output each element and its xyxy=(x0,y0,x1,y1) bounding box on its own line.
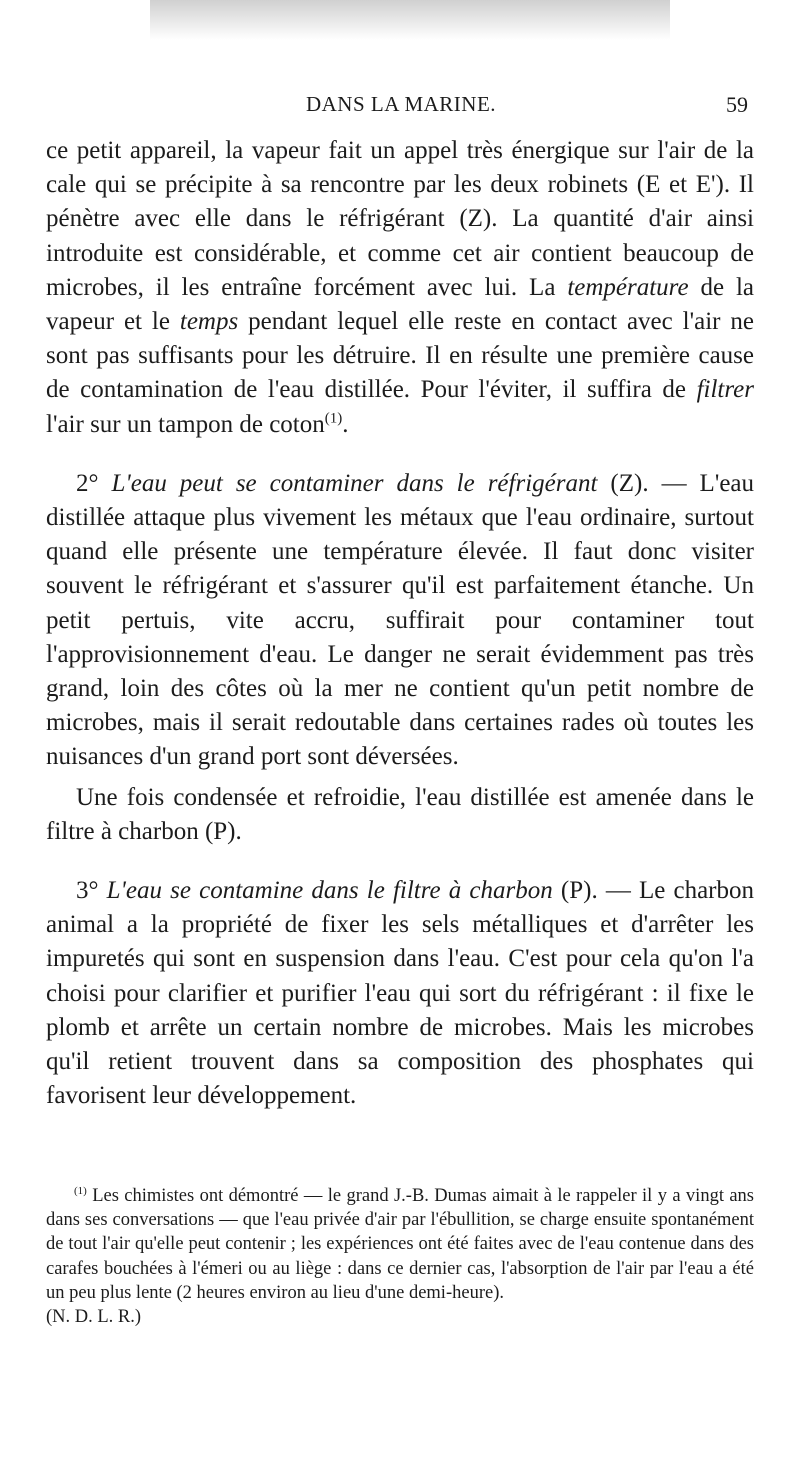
paragraph-1-text-d: l'air sur un tampon de coton xyxy=(46,410,325,438)
paragraph-4 xyxy=(46,874,754,1113)
page-number: 59 xyxy=(726,92,748,117)
footnote-1 xyxy=(46,1184,754,1305)
footnote-reference[interactable]: (1) xyxy=(324,410,343,427)
paragraph-1-text-c: pendant lequel elle reste en contact avec l'air ne sont pas suffisants pour les détruire. Il en résulte une première cause de contamination de l'eau distillée. Pour l'éviter, il suffira de xyxy=(46,308,754,404)
paragraph-3 xyxy=(46,781,754,849)
scan-edge-shadow xyxy=(150,0,670,40)
section-heading-filtre: L'eau se contamine dans le filtre à charbon xyxy=(106,877,553,905)
section-number-2: 2° xyxy=(76,469,99,497)
paragraph-1-text-b: de la vapeur et le xyxy=(46,273,754,336)
footnote-area xyxy=(46,1184,754,1329)
paragraph-2-text: (Z). — L'eau distillée attaque plus vivement les métaux que l'eau ordinaire, surtout quand elle présente une température élevée. Il faut donc visiter souvent le réfrigérant et s'assurer qu'il est parfaitement étanche. Un petit pertuis, vite accru, suffirait pour contaminer tout l'approvisionnement d'eau. Le danger ne serait évidemment pas très grand, loin des côtes où la mer ne contient qu'un petit nombre de microbes, mais il serait redoutable dans certaines rades où toutes les nuisances d'un grand port sont déversées. xyxy=(46,469,755,771)
paragraph-1-text-a: ce petit appareil, la vapeur fait un appel très énergique sur l'air de la cale qui se précipite à sa rencontre par les deux robinets (E et E'). Il pénètre avec elle dans le réfrigérant (Z). La quantité d'air ainsi introduite est considérable, et comme cet air contient beaucoup de microbes, il les entraîne forcément avec lui. La xyxy=(46,137,754,301)
footnote-mark: (1) xyxy=(74,1184,87,1197)
emphasis-temps: temps xyxy=(179,308,239,336)
paragraph-2 xyxy=(46,467,754,775)
main-text xyxy=(46,134,754,1113)
paragraph-4-text: (P). — Le charbon animal a la propriété de fixer les sels métalliques et d'arrêter les impuretés qui sont en suspension dans l'eau. C'est pour cela qu'on l'a choisi pour clarifier et purifier l'eau qui sort du réfrigérant : il fixe le plomb et arrête un certain nombre de microbes. Mais les microbes qu'il retient trouvent dans sa composition des phosphates qui favorisent leur développement. xyxy=(46,877,755,1110)
running-head: DANS LA MARINE. xyxy=(305,92,497,116)
paragraph-3-text: Une fois condensée et refroidie, l'eau distillée est amenée dans le filtre à charbon (P). xyxy=(46,783,754,845)
paragraph-1-end: . xyxy=(342,410,349,438)
footnote-signature: (N. D. L. R.) xyxy=(46,1307,142,1328)
paragraph-1 xyxy=(46,134,754,442)
emphasis-temperature: température xyxy=(567,273,689,301)
section-number-3: 3° xyxy=(76,877,99,905)
footnote-text: Les chimistes ont démontré — le grand J.-B. Dumas aimait à le rappeler il y a vingt ans dans ses conversations — que l'eau privée d'air par l'ébullition, se charge ensuite spontanément de tout l'air qu'elle peut contenir ; les expériences ont été faites avec de l'eau contenue dans des carafes bouchées à l'émeri ou au liège : dans ce dernier cas, l'absorption de l'air par l'eau a été un peu plus lente (2 heures environ au lieu d'une demi-heure). xyxy=(46,1186,754,1303)
page-header xyxy=(48,92,754,122)
section-heading-refrigerant: L'eau peut se contaminer dans le réfrigérant xyxy=(111,469,598,497)
emphasis-filtrer: filtrer xyxy=(696,376,754,404)
